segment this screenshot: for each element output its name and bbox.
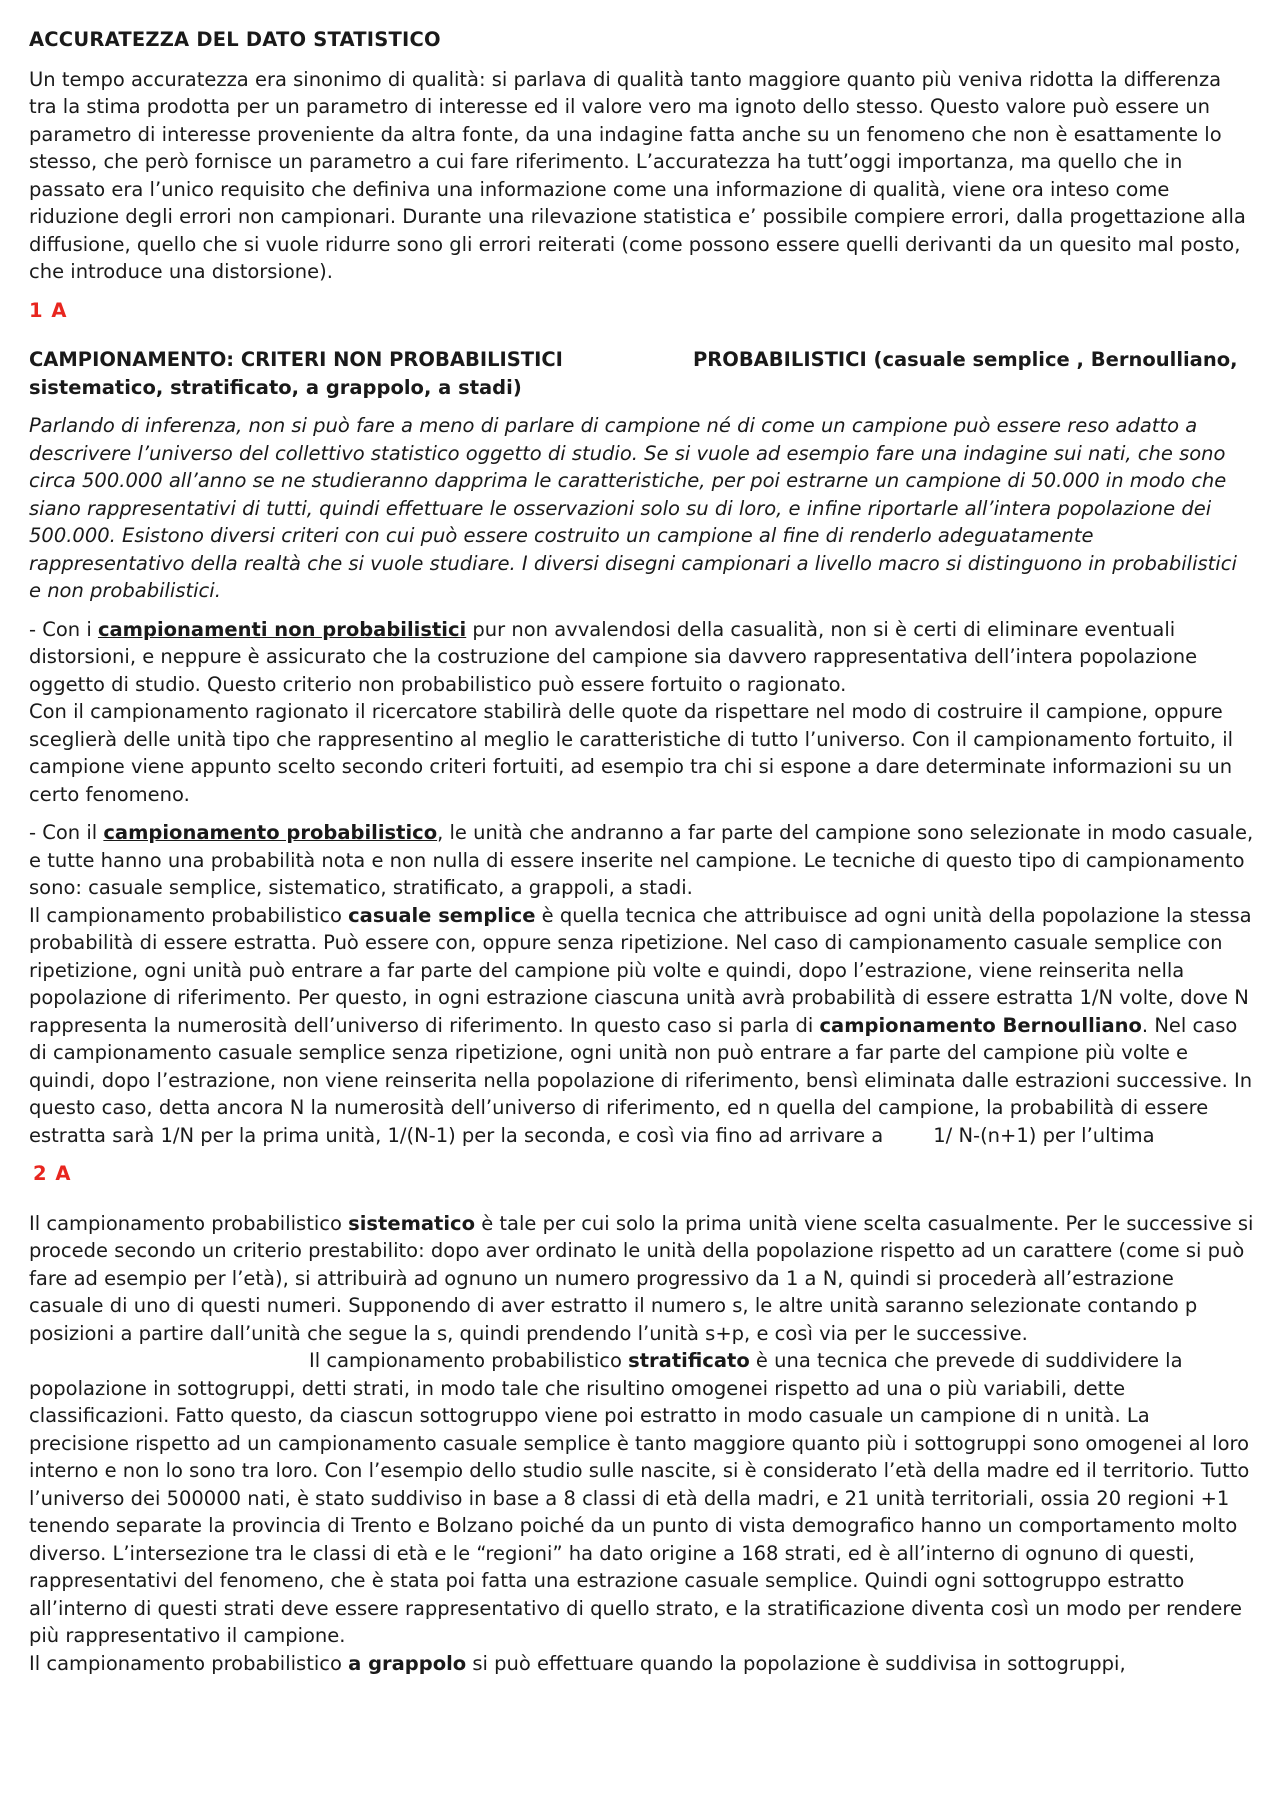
nonprob-second-paragraph: Con il campionamento ragionato il ricercatore stabilirà delle quote da rispettare nel modo di costruire il campione, oppure sceglierà delle unità tipo che rappresentino al meglio le caratteristiche di tutto l’universo. Con il campionamento fortuito, il campione viene appunto scelto secondo criteri fortuiti, ad esempio tra chi si espone a dare determinate informazioni su un certo fenomeno. [29,700,1234,806]
grap-term: a grappolo [348,1651,467,1675]
nonprob-paragraph [29,616,1254,699]
sistematico-paragraph [29,1210,1254,1650]
section-label-1a: 1 A [29,298,68,322]
bernoulliano-term: campionamento Bernoulliano [819,1013,1142,1037]
nonprob-prefix: - Con i [29,617,98,641]
sampling-heading-list: Bernoulliano, sistematico, stratificato, a grappolo, a stadi) [29,348,1238,399]
strat-term: stratificato [628,1349,750,1372]
intro-paragraph: Un tempo accuratezza era sinonimo di qualità: si parlava di qualità tanto maggiore quanto più veniva ridotta la differenza tra la stima prodotta per un parametro di interesse ed il valore vero ma ignoto dello stesso. Questo valore può essere un parametro di interesse proveniente da altra fonte, da una indagine fatta anche su un fenomeno che non è esattamente lo stesso, che però fornisce un parametro a cui fare riferimento. L’accuratezza ha tutt’oggi importanza, ma quello che in passato era l’unico requisito che definiva una informazione come una informazione di qualità, viene ora inteso come riduzione degli errori non campionari. Durante una rilevazione statistica e’ possibile compiere errori, dalla progettazione alla diffusione, quello che si vuole ridurre sono gli errori reiterati (come possono essere quelli derivanti da un quesito mal posto, che introduce una distorsione). [29,67,1246,283]
grappolo-paragraph [29,1650,1254,1678]
inference-paragraph: Parlando di inferenza, non si può fare a meno di parlare di campione né di come un campione può essere reso adatto a descrivere l’universo del collettivo statistico oggetto di studio. Se si vuole ad esempio fare una indagine sui nati, che sono circa 500.000 all’anno se ne studieranno dapprima le caratteristiche, per poi estrarne un campione di 50.000 in modo che siano rappresentativi di tutti, quindi effettuare le osservazioni solo su di loro, e infine riportarle all’intera popolazione dei 500.000. Esistono diversi criteri con cui può essere costruito un campione al fine di renderlo adeguatamente rappresentativo della realtà che si vuole studiare. I diversi disegni campionari a livello macro si distinguono in probabilistici e non probabilistici. [29,414,1237,602]
sampling-heading [29,346,1254,401]
sist-rest: è tale per cui solo la prima unità viene scelta casualmente. Per le successive si procede secondo un criterio prestabilito: dopo aver ordinato le unità della popolazione rispetto ad un carattere (come si può fare ad esempio per l’età), si attribuirà ad ognuno un numero progressivo da 1 a N, quindi si procederà all’estrazione casuale di uno di questi numeri. Supponendo di aver estratto il numero s, le altre unità saranno selezionate contando p posizioni a partire dall’unità che segue la s, quindi prendendo l’unità s+p, e così via per le successive. [29,1211,1254,1345]
prob-paragraph [29,819,1254,902]
bernoulliano-rest: . Nel caso di campionamento casuale semplice senza ripetizione, ogni unità non può entrare a far parte del campione più volte e quindi, dopo l’estrazione, non viene reinserita nella popolazione di riferimento, bensì eliminata dalle estrazioni successive. In questo caso, detta ancora N la numerosità dell’universo di riferimento, ed n quella del campione, la probabilità di essere estratta sarà 1/N per la prima unità, 1/(N-1) per la seconda, e così via fino ad arrivare a [29,1013,1253,1147]
grap-prefix: Il campionamento probabilistico [29,1651,349,1675]
sist-term: sistematico [348,1211,476,1235]
casuale-semplice-paragraph [29,902,1254,1150]
sist-prefix: Il campionamento probabilistico [29,1211,349,1235]
section-label-2a: 2 A [33,1162,72,1185]
cs-term: casuale semplice [348,903,536,927]
page-title: ACCURATEZZA DEL DATO STATISTICO [29,28,441,51]
nonprob-rest: pur non avvalendosi della casualità, non si è certi di eliminare eventuali distorsioni, e neppure è assicurato che la costruzione del campione sia davvero rappresentativa dell’intera popolazione oggetto di studio. Questo criterio non probabilistico può essere fortuito o ragionato. [29,617,1198,696]
ending-text: per l’ultima [1042,1123,1155,1147]
formula-last: 1/ N-(n+1) [933,1123,1037,1147]
sampling-heading-nonprob: CAMPIONAMENTO: CRITERI NON PROBABILISTICI [29,348,563,371]
cs-rest: è quella tecnica che attribuisce ad ogni unità della popolazione la stessa probabilità di essere estratta. Può essere con, oppure senza ripetizione. Nel caso di campionamento casuale semplice con ripetizione, ogni unità può entrare a far parte del campione più volte e quindi, dopo l’estrazione, viene reinserita nella popolazione di riferimento. Per questo, in ogni estrazione ciascuna unità avrà probabilità di essere estratta 1/N volte, dove N rappresenta la numerosità dell’universo di riferimento. In questo caso si parla di [29,903,1252,1037]
nonprob-term: campionamenti non probabilistici [97,617,467,641]
strat-rest: è una tecnica che prevede di suddividere la popolazione in sottogruppi, detti strati, in modo tale che risultino omogenei rispetto ad una o più variabili, dette classificazioni. Fatto questo, da ciascun sottogruppo viene poi estratto in modo casuale un campione di n unità. La precisione rispetto ad un campionamento casuale semplice è tanto maggiore quanto più i sottogruppi sono omogenei al loro interno e non lo sono tra loro. Con l’esempio dello studio sulle nascite, si è considerato l’età della madre ed il territorio. Tutto l’universo dei 500000 nati, è stato suddiviso in base a 8 classi di età della madri, e 21 unità territoriali, ossia 20 regioni +1 tenendo separate la provincia di Trento e Bolzano poiché da un punto di vista demografico hanno un comportamento molto diverso. L’intersezione tra le classi di età e le “regioni” ha dato origine a 168 strati, ed è all’interno di ognuno di questi, rappresentativi del fenomeno, che è stata poi fatta una estrazione casuale semplice. Quindi ogni sottogruppo estratto all’interno di questi strati deve essere rappresentativo di quello strato, e la stratificazione diventa così un modo per rendere più rappresentativo il campione. [29,1349,1250,1647]
prob-term: campionamento probabilistico [103,821,438,844]
prob-rest: , le unità che andranno a far parte del campione sono selezionate in modo casuale, e tutte hanno una probabilità nota e non nulla di essere inserite nel campione. Le tecniche di questo tipo di campionamento sono: casuale semplice, sistematico, stratificato, a grappoli, a stadi. [29,821,1254,899]
strat-prefix: Il campionamento probabilistico [309,1349,629,1372]
sampling-heading-prob: PROBABILISTICI (casuale semplice , [692,348,1084,371]
prob-prefix: - Con il [29,821,104,844]
cs-prefix: Il campionamento probabilistico [29,903,349,927]
grap-rest: si può effettuare quando la popolazione è suddivisa in sottogruppi, [466,1651,1126,1675]
